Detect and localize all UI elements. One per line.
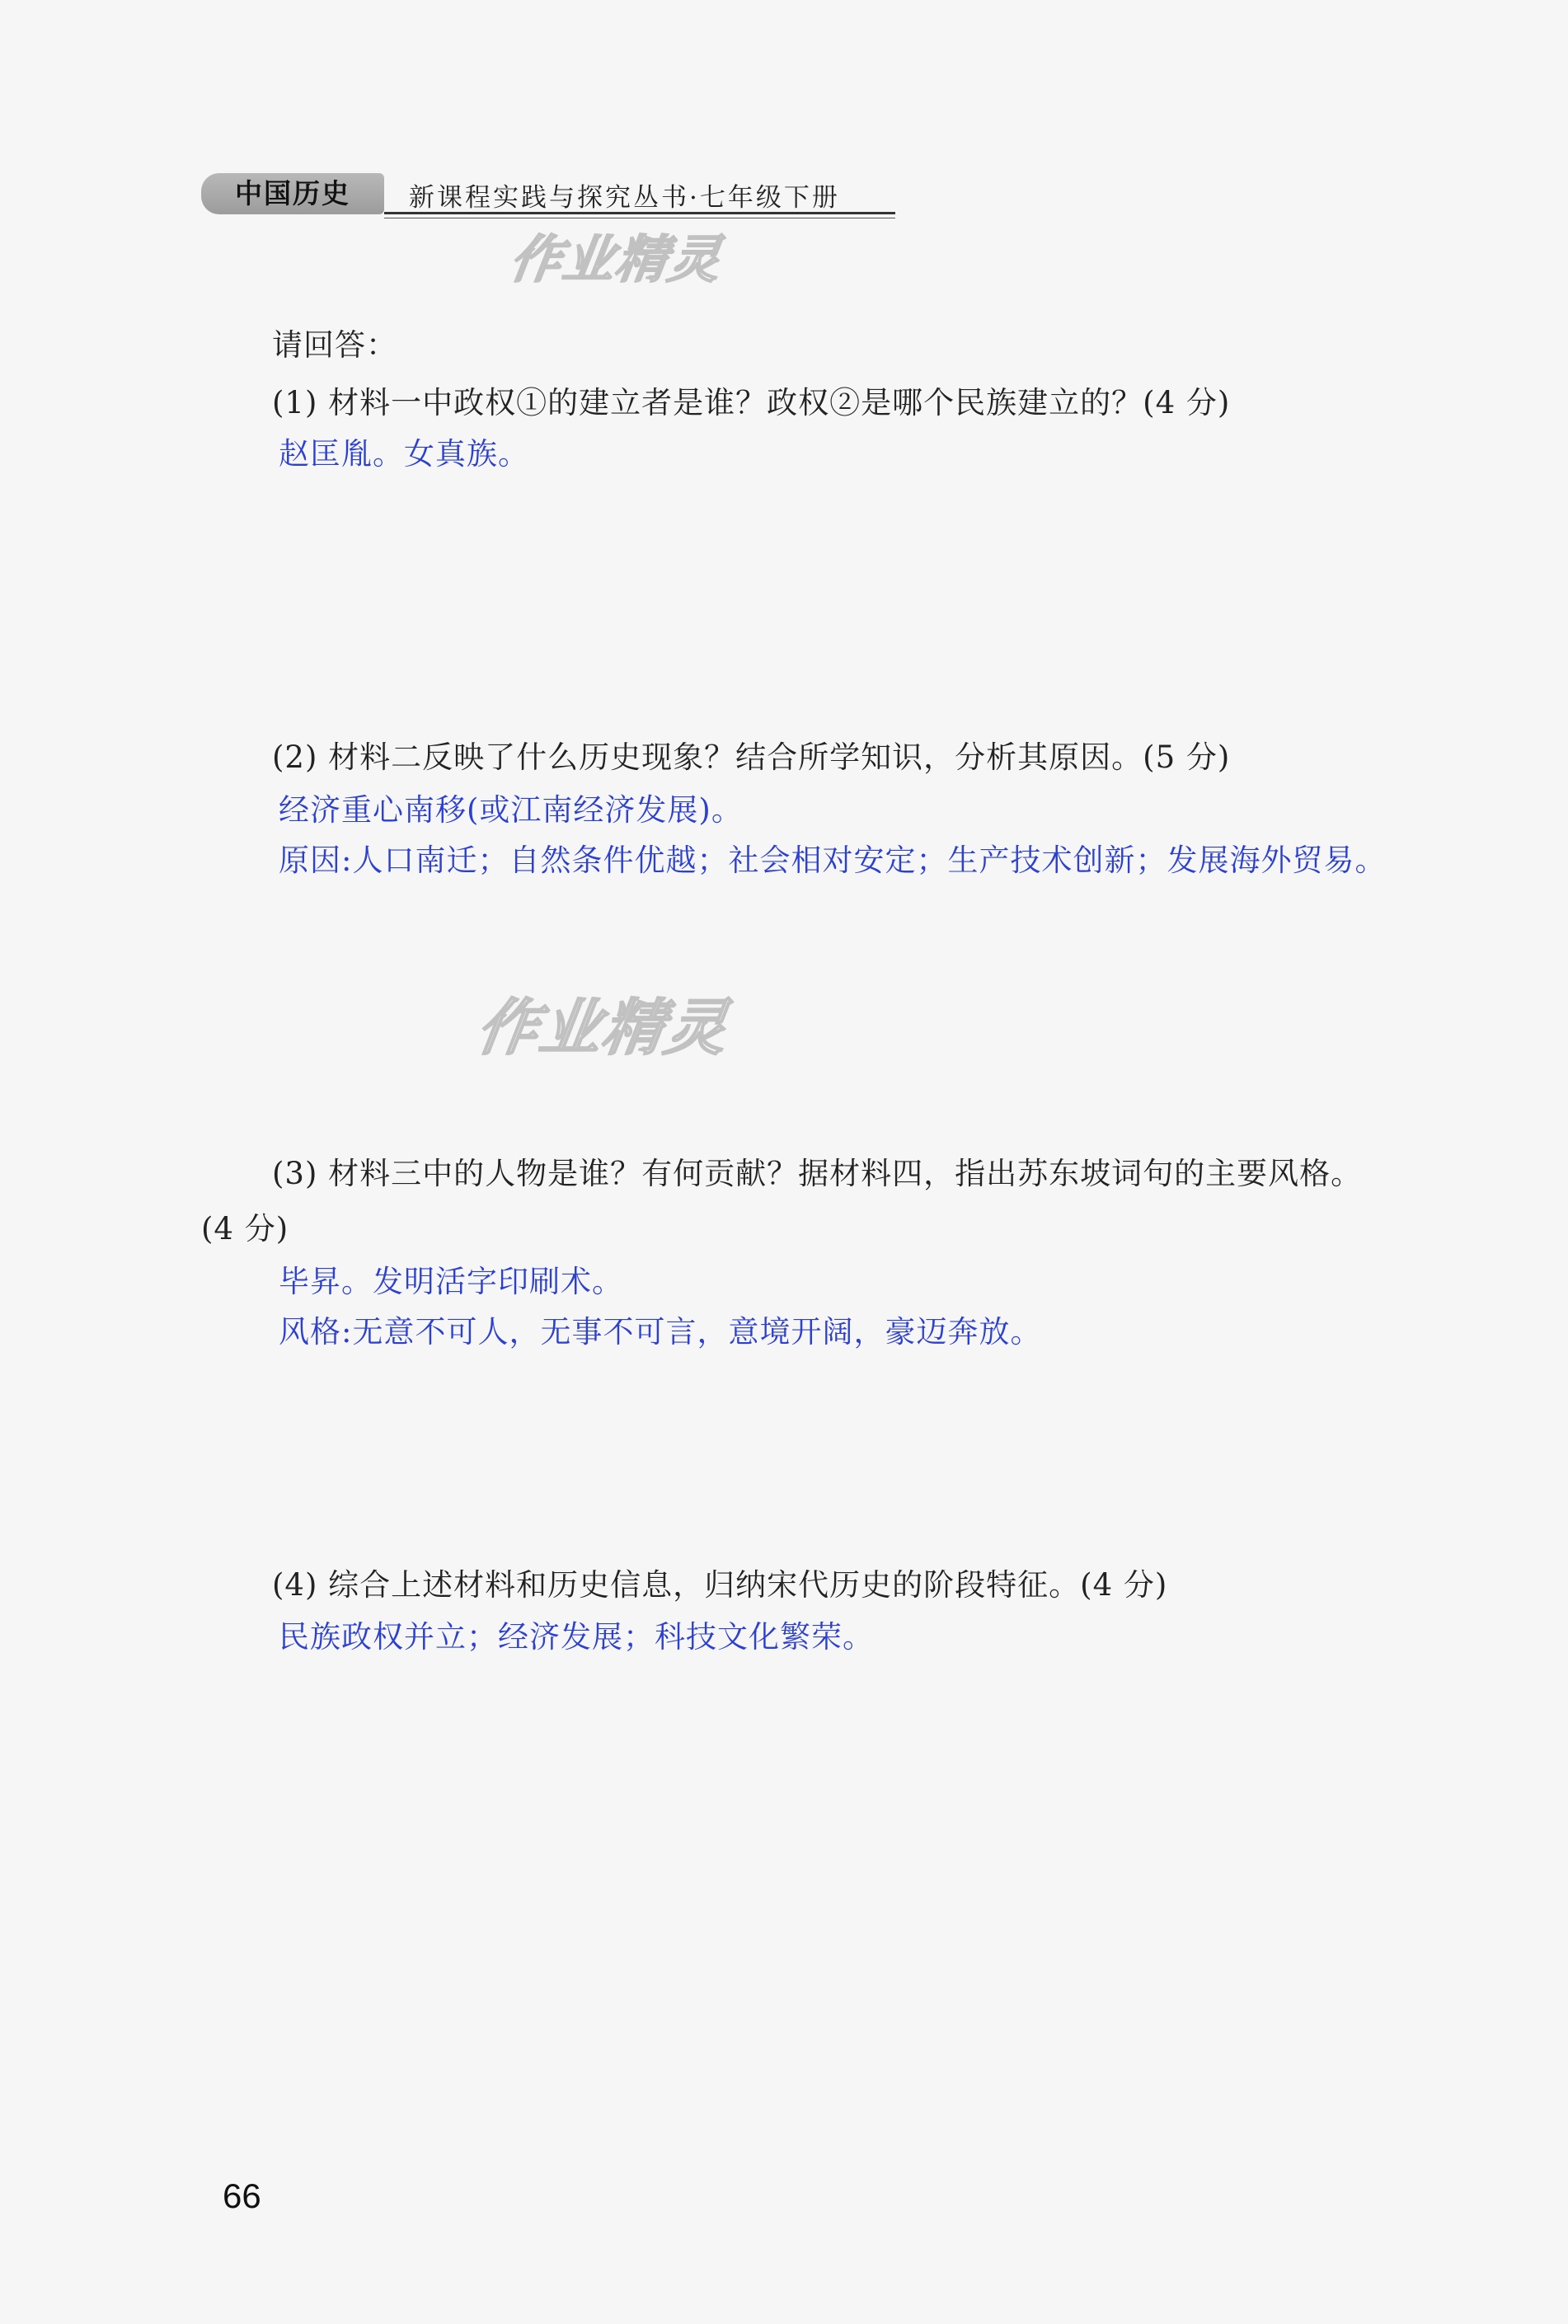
question-2-prompt: (2) 材料二反映了什么历史现象？结合所学知识，分析其原因。(5 分) [272,739,1231,775]
question-1-prompt: (1) 材料一中政权①的建立者是谁？政权②是哪个民族建立的？(4 分) [272,385,1231,420]
watermark: 作业精灵 [472,993,734,1063]
question-3-answer: 毕昇。发明活字印刷术。 [279,1264,623,1299]
subject-tab: 中国历史 [201,173,384,214]
question-3-prompt-cont: (4 分) [201,1211,289,1247]
page-header [201,173,902,223]
question-3-prompt: (3) 材料三中的人物是谁？有何贡献？据材料四，指出苏东坡词句的主要风格。 [272,1156,1363,1191]
question-3-answer: 风格:无意不可人，无事不可言，意境开阔，豪迈奔放。 [279,1314,1042,1350]
question-2-answer: 原因:人口南迁；自然条件优越；社会相对安定；生产技术创新；发展海外贸易。 [279,843,1387,878]
series-title: 新课程实践与探究丛书·七年级下册 [409,183,840,213]
question-2-answer: 经济重心南移(或江南经济发展)。 [279,792,743,828]
question-4-prompt: (4) 综合上述材料和历史信息，归纳宋代历史的阶段特征。(4 分) [272,1567,1168,1603]
intro-text: 请回答： [272,327,397,363]
question-1-answer: 赵匡胤。女真族。 [279,436,529,472]
question-4-answer: 民族政权并立；经济发展；科技文化繁荣。 [279,1619,874,1655]
page-number: 66 [223,2176,261,2215]
header-rule [384,212,895,214]
watermark: 作业精灵 [506,229,726,289]
